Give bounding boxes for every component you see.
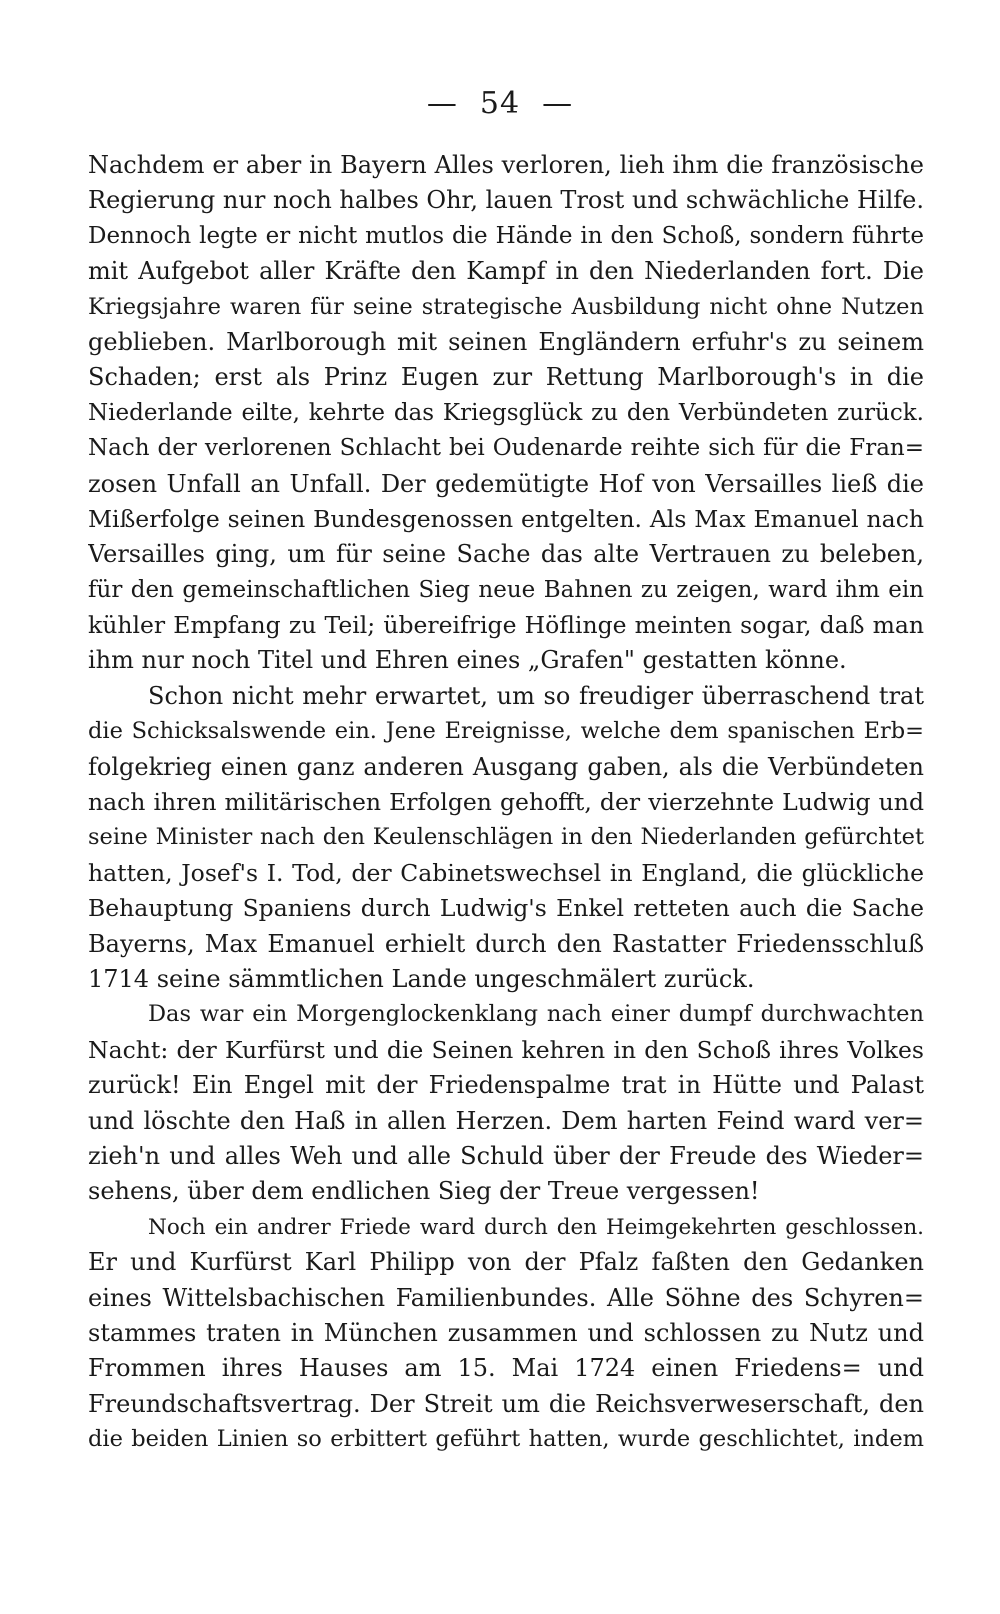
- body-text: [88, 148, 924, 1457]
- page-number-dash-left: —: [426, 86, 458, 121]
- text-line: mit Aufgebot aller Kräfte den Kampf in den Niederlanden fort. Die: [88, 257, 924, 286]
- text-line: Kriegsjahre waren für seine strategische Ausbildung nicht ohne Nutzen: [88, 293, 924, 320]
- text-line: ihm nur noch Titel und Ehren eines „Grafen" gestatten könne.: [88, 646, 847, 675]
- text-line: eines Wittelsbachischen Familienbundes. Alle Söhne des Schyren=: [88, 1283, 924, 1312]
- text-line: zosen Unfall an Unfall. Der gedemütigte Hof von Versailles ließ die: [88, 469, 924, 498]
- text-line: zurück! Ein Engel mit der Friedenspalme trat in Hütte und Palast: [88, 1071, 924, 1100]
- page-number-header: [0, 86, 1000, 121]
- text-line: geblieben. Marlborough mit seinen Engländern erfuhr's zu seinem: [88, 327, 924, 356]
- text-line: Schaden; erst als Prinz Eugen zur Rettung Marlborough's in die: [88, 363, 924, 392]
- page-number: 54: [479, 86, 521, 121]
- text-line: Nachdem er aber in Bayern Alles verloren, lieh ihm die französische: [88, 151, 924, 179]
- text-line: und löschte den Haß in allen Herzen. Dem harten Feind ward ver=: [88, 1106, 924, 1135]
- text-line: kühler Empfang zu Teil; übereifrige Höflinge meinten sogar, daß man: [88, 611, 924, 640]
- text-line: 1714 seine sämmtlichen Lande ungeschmälert zurück.: [88, 964, 755, 993]
- text-line: Behauptung Spaniens durch Ludwig's Enkel retteten auch die Sache: [88, 894, 924, 923]
- text-line: Frommen ihres Hauses am 15. Mai 1724 einen Friedens= und: [88, 1354, 924, 1383]
- text-line: Versailles ging, um für seine Sache das alte Vertrauen zu beleben,: [88, 540, 924, 569]
- text-line: Dennoch legte er nicht mutlos die Hände in den Schoß, sondern führte: [88, 222, 924, 249]
- text-line: Das war ein Morgenglockenklang nach einer dumpf durchwachten: [148, 1001, 924, 1028]
- text-line: für den gemeinschaftlichen Sieg neue Bahnen zu zeigen, ward ihm ein: [88, 576, 924, 603]
- text-line: seine Minister nach den Keulenschlägen in den Niederlanden gefürchtet: [88, 824, 924, 851]
- text-line: Er und Kurfürst Karl Philipp von der Pfalz faßten den Gedanken: [88, 1248, 924, 1277]
- text-line: die beiden Linien so erbittert geführt hatten, wurde geschlichtet, indem: [88, 1426, 924, 1453]
- text-line: Nacht: der Kurfürst und die Seinen kehren in den Schoß ihres Volkes: [88, 1035, 924, 1064]
- text-line: Nach der verlorenen Schlacht bei Oudenarde reihte sich für die Fran=: [88, 435, 924, 462]
- text-line: zieh'n und alles Weh und alle Schuld über der Freude des Wieder=: [88, 1141, 924, 1170]
- text-line: die Schicksalswende ein. Jene Ereignisse, welche dem spanischen Erb=: [88, 718, 924, 745]
- text-line: Noch ein andrer Friede ward durch den Heimgekehrten geschlossen.: [148, 1214, 924, 1240]
- text-line: stammes traten in München zusammen und schlossen zu Nutz und: [88, 1318, 924, 1347]
- text-line: Regierung nur noch halbes Ohr, lauen Trost und schwächliche Hilfe.: [88, 186, 924, 215]
- text-line: Schon nicht mehr erwartet, um so freudiger überraschend trat: [148, 681, 924, 710]
- text-line: Bayerns, Max Emanuel erhielt durch den Rastatter Friedensschluß: [88, 929, 924, 958]
- page-number-dash-right: —: [542, 86, 574, 121]
- text-line: Mißerfolge seinen Bundesgenossen entgelten. Als Max Emanuel nach: [88, 504, 924, 533]
- text-line: hatten, Josef's I. Tod, der Cabinetswechsel in England, die glückliche: [88, 858, 924, 887]
- text-line: sehens, über dem endlichen Sieg der Treue vergessen!: [88, 1177, 760, 1206]
- text-line: folgekrieg einen ganz anderen Ausgang gaben, als die Verbündeten: [88, 752, 924, 781]
- text-line: Niederlande eilte, kehrte das Kriegsglück zu den Verbündeten zurück.: [88, 399, 924, 426]
- text-line: Freundschaftsvertrag. Der Streit um die Reichsverweserschaft, den: [88, 1389, 924, 1418]
- text-line: nach ihren militärischen Erfolgen gehofft, der vierzehnte Ludwig und: [88, 788, 924, 817]
